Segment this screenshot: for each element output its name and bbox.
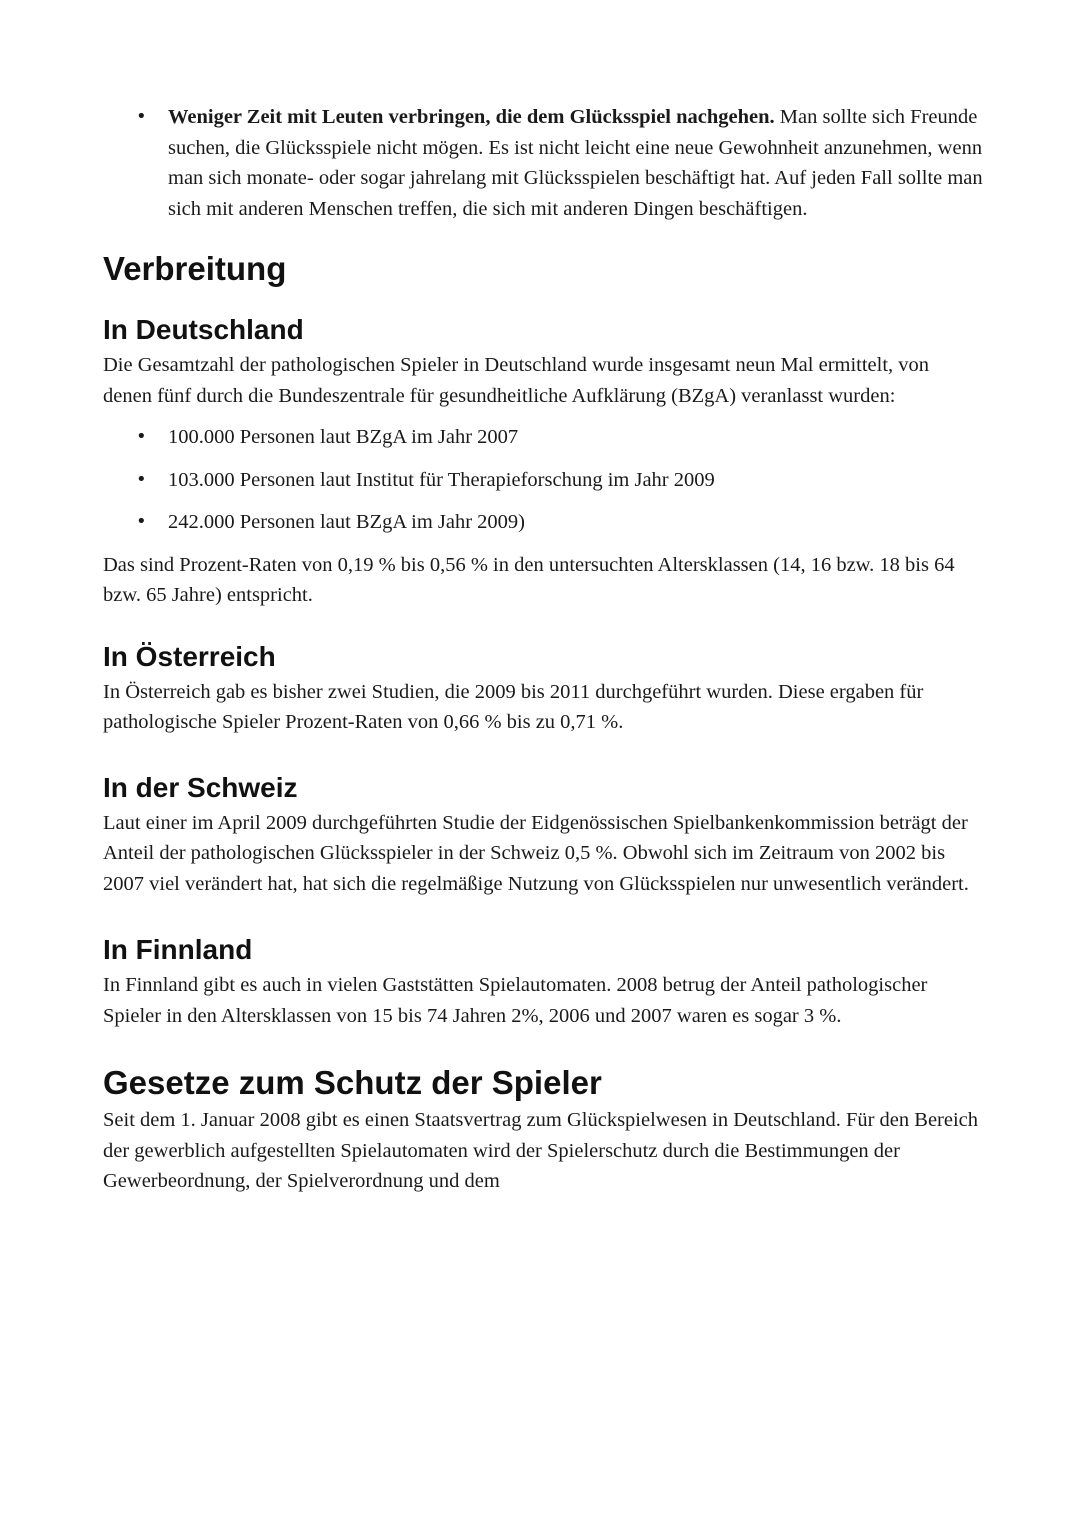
section-heading-verbreitung: Verbreitung (103, 250, 287, 287)
bullet-lead-bold: Weniger Zeit mit Leuten verbringen, die dem Glücksspiel nachgehen. (168, 106, 775, 128)
list-item-text: 100.000 Personen laut BZgA im Jahr 2007 (168, 426, 519, 448)
paragraph-finnland: In Finnland gibt es auch in vielen Gaststätten Spielautomaten. 2008 betrug der Anteil pathologischer Spieler in den Altersklassen von 15 bis 74 Jahren 2%, 2006 und 2007 waren es sogar 3 %. (103, 974, 928, 1027)
bullet-icon: • (136, 468, 147, 490)
subheading-schweiz: In der Schweiz (103, 771, 298, 803)
list-item (103, 102, 983, 224)
paragraph-gesetze: Seit dem 1. Januar 2008 gibt es einen Staatsvertrag zum Glückspielwesen in Deutschland. Für den Bereich der gewerblich aufgestellten Spielautomaten wird der Spielerschutz durch die Bestimmungen der Gewerbeordnung, der Spielverordnung und dem (103, 1109, 979, 1192)
document-page (103, 100, 983, 1197)
bullet-icon: • (136, 511, 147, 532)
paragraph-oesterreich: In Österreich gab es bisher zwei Studien, die 2009 bis 2011 durchgeführt wurden. Diese ergaben für pathologische Spieler Prozent-Raten von 0,66 % bis zu 0,71 %. (103, 680, 924, 733)
section-heading-gesetze: Gesetze zum Schutz der Spieler (103, 1064, 602, 1101)
paragraph-deutschland-summary: Das sind Prozent-Raten von 0,19 % bis 0,56 % in den untersuchten Altersklassen (14, 16 bzw. 18 bis 64 bzw. 65 Jahre) entspricht. (103, 553, 955, 606)
list-item-text: 242.000 Personen laut BZgA im Jahr 2009) (168, 511, 526, 533)
subheading-oesterreich: In Österreich (103, 640, 276, 672)
list-item (103, 422, 983, 453)
bullet-text: Man sollte sich Freunde suchen, die Glücksspiele nicht mögen. Es ist nicht leicht eine neue Gewohnheit anzunehmen, wenn man sich monate- oder sogar jahrelang mit Glücksspielen beschäftigt hat. Auf jeden Fall sollte man sich mit anderen Menschen treffen, die sich mit anderen Dingen beschäftigen. (168, 106, 983, 220)
paragraph-deutschland-intro: Die Gesamtzahl der pathologischen Spieler in Deutschland wurde insgesamt neun Mal ermittelt, von denen fünf durch die Bundeszentrale für gesundheitliche Aufklärung (BZgA) veranlasst wurden: (103, 354, 930, 407)
list-item (103, 465, 983, 496)
bullet-icon: • (136, 106, 147, 127)
list-item-text: 103.000 Personen laut Institut für Therapieforschung im Jahr 2009 (168, 468, 715, 491)
bullet-icon: • (136, 426, 147, 447)
deutschland-list (103, 422, 983, 538)
subheading-deutschland: In Deutschland (103, 314, 304, 345)
list-item (103, 507, 983, 538)
intro-list (103, 102, 983, 224)
subheading-finnland: In Finnland (103, 934, 253, 965)
paragraph-schweiz: Laut einer im April 2009 durchgeführten Studie der Eidgenössischen Spielbankenkommission beträgt der Anteil der pathologischen Glücksspieler in der Schweiz 0,5 %. Obwohl sich im Zeitraum von 2002 bis 2007 viel verändert hat, hat sich die regelmäßige Nutzung von Glücksspielen nur unwesentlich verändert. (103, 811, 969, 895)
